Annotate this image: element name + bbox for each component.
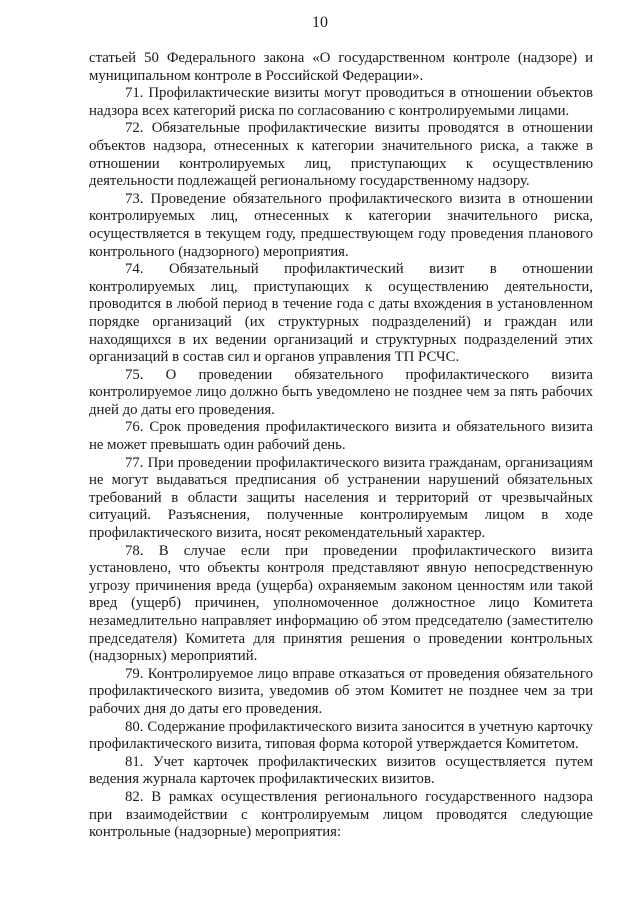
paragraph-continuation: статьей 50 Федерального закона «О государственном контроле (надзоре) и муниципальном контроле в Российской Федерации».	[89, 50, 593, 84]
paragraph-73: 73. Проведение обязательного профилактического визита в отношении контролируемых лиц, отнесенных к категории значительного риска, осуществляется в текущем году, предшествующем году проведения планового контрольного (надзорного) мероприятия.	[89, 190, 593, 260]
paragraph-75: 75. О проведении обязательного профилактического визита контролируемое лицо должно быть уведомлено не позднее чем за пять рабочих дней до даты его проведения.	[89, 366, 593, 418]
paragraph-72: 72. Обязательные профилактические визиты проводятся в отношении объектов надзора, отнесенных к категории значительного риска, а также в отношении контролируемых лиц, приступающих к осуществлению деятельности подлежащей региональному государственному надзору.	[89, 120, 593, 190]
paragraph-76: 76. Срок проведения профилактического визита и обязательного визита не может превышать один рабочий день.	[89, 419, 593, 454]
page-number: 10	[312, 14, 328, 31]
paragraph-79: 79. Контролируемое лицо вправе отказаться от проведения обязательного профилактического визита, уведомив об этом Комитет не позднее чем за три рабочих дня до даты его проведения.	[89, 665, 593, 717]
paragraph-77: 77. При проведении профилактического визита гражданам, организациям не могут выдаваться предписания об устранении нарушений обязательных требований в области защиты населения и территорий от чрезвычайных ситуаций. Разъяснения, полученные контролируемым лицом в ходе профилактического визита, носят рекомендательный характер.	[89, 454, 593, 542]
paragraph-71: 71. Профилактические визиты могут проводиться в отношении объектов надзора всех категорий риска по согласованию с контролируемыми лицами.	[89, 85, 593, 119]
paragraph-78: 78. В случае если при проведении профилактического визита установлено, что объекты контроля представляют явную непосредственную угрозу причинения вреда (ущерба) охраняемым законом ценностям или такой вред (ущерб) причинен, уполномоченное должностное лицо Комитета незамедлительно направляет информацию об этом председателю (заместителю председателя) Комитета для принятия решения о проведении контрольных (надзорных) мероприятий.	[89, 542, 593, 665]
paragraph-80: 80. Содержание профилактического визита заносится в учетную карточку профилактического визита, типовая форма которой утверждается Комитетом.	[89, 718, 593, 753]
paragraph-74: 74. Обязательный профилактический визит в отношении контролируемых лиц, приступающих к осуществлению деятельности, проводится в любой период в течение года с даты вхождения в установленном порядке организаций (их структурных подразделений) и граждан или находящихся в их ведении организаций и структурных подразделений этих организаций в состав сил и органов управления ТП РСЧС.	[89, 261, 593, 366]
paragraph-81: 81. Учет карточек профилактических визитов осуществляется путем ведения журнала карточек профилактических визитов.	[89, 753, 593, 788]
document-body	[89, 50, 593, 842]
paragraph-82: 82. В рамках осуществления регионального государственного надзора при взаимодействии с контролируемым лицом проводятся следующие контрольные (надзорные) мероприятия:	[89, 788, 593, 841]
